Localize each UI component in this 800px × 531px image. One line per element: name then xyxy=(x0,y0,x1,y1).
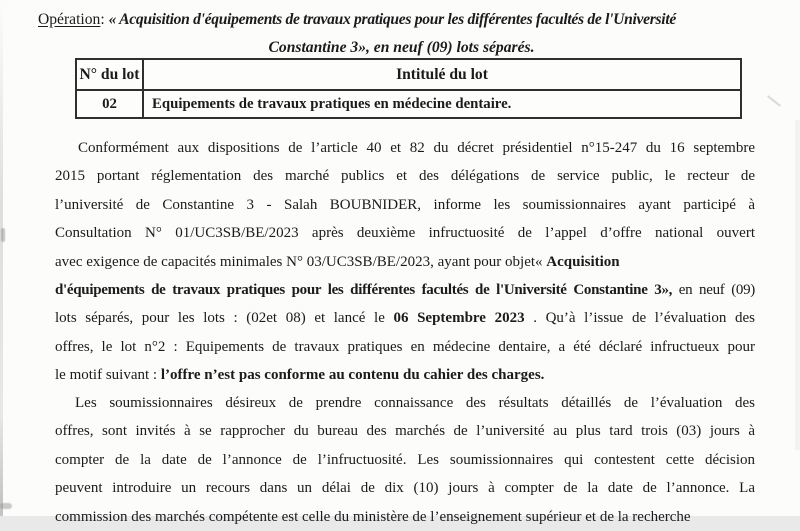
text-segment-bold: Acquisition xyxy=(546,253,620,270)
operation-separator: : xyxy=(100,11,109,28)
text-segment: . Qu’à l’issue de l’évaluation des xyxy=(524,310,755,327)
scan-smudge xyxy=(1,228,5,242)
text-segment: lots séparés, pour les lots : (02et 08) et lancé le xyxy=(55,310,394,327)
text-segment: le motif suivant : xyxy=(55,367,161,384)
cell-lot-title: Equipements de travaux pratiques en médecine dentaire. xyxy=(152,95,512,112)
scan-edge-artifact-left xyxy=(0,0,3,516)
lots-table xyxy=(75,58,742,119)
paragraph-line: l’université de Constantine 3 - Salah BOUBNIDER, informe les soumissionnaires ayant participé à xyxy=(55,196,755,213)
operation-title-line2: Constantine 3», en neuf (09) lots séparés. xyxy=(268,39,535,57)
paragraph-line: Conformément aux dispositions de l’article 40 et 82 du décret présidentiel n°15-247 du 16 septembre xyxy=(78,140,755,156)
paragraph-2 xyxy=(55,389,755,531)
operation-label: Opération xyxy=(38,11,101,28)
paragraph-line: peuvent introduire un recours dans un délai de dix (10) jours à compter de la date de l’annonce. La xyxy=(55,480,755,497)
text-segment-bold: l’offre n’est pas conforme au contenu du cahier des charges. xyxy=(160,367,545,384)
paragraph-line xyxy=(55,276,755,304)
lots-table-header-row xyxy=(77,60,740,91)
operation-heading-line1 xyxy=(38,6,765,34)
text-segment-bold: 06 Septembre 2023 xyxy=(393,310,525,327)
scan-edge-artifact-right xyxy=(795,120,800,450)
scan-smudge xyxy=(0,503,12,509)
operation-title-line1: « Acquisition d'équipements de travaux pratiques pour les différentes facultés de l'Université xyxy=(108,11,676,28)
paragraph-line: offres, sont invités à se rapprocher du bureau des marchés de l’université au plus tard trois (03) jours à xyxy=(55,423,755,440)
paragraph-line: Les soumissionnaires désireux de prendre connaissance des résultats détaillés de l’évaluation des xyxy=(75,395,755,411)
paragraph-line-clipped: commission des marchés compétente est celle du ministère de l’enseignement supérieur et de la recherche xyxy=(55,508,691,525)
header-cell-lot-title: Intitulé du lot xyxy=(396,65,488,83)
table-row xyxy=(77,91,740,117)
operation-heading xyxy=(38,6,765,63)
paragraph-line xyxy=(55,248,755,276)
cell-lot-number: 02 xyxy=(77,91,144,117)
paragraph-line: compter de la date de l’annonce de l’infructuosité. Les soumissionnaires qui contestent cette décision xyxy=(55,451,755,468)
text-segment-bold: d'équipements de travaux pratiques pour les différentes facultés de l'Université Constantine 3», xyxy=(55,281,673,298)
text-segment: avec exigence de capacités minimales N° 03/UC3SB/BE/2023, ayant pour objet« xyxy=(55,253,547,270)
paragraph-line xyxy=(55,304,755,332)
scan-mark xyxy=(767,95,781,106)
paragraph-line: Consultation N° 01/UC3SB/BE/2023 après deuxième infructuosité de l’appel d’offre national ouvert xyxy=(55,225,755,242)
paragraph-1 xyxy=(55,134,755,390)
paragraph-line: 2015 portant réglementation des marché publics et des délégations de service public, le recteur de xyxy=(55,168,755,185)
text-segment: en neuf (09) xyxy=(672,281,755,298)
header-cell-lot-number: N° du lot xyxy=(77,60,144,89)
paragraph-line xyxy=(55,361,755,389)
paragraph-line: offres, le lot n°2 : Equipements de travaux pratiques en médecine dentaire, a été déclaré infructueux pour xyxy=(55,338,755,355)
